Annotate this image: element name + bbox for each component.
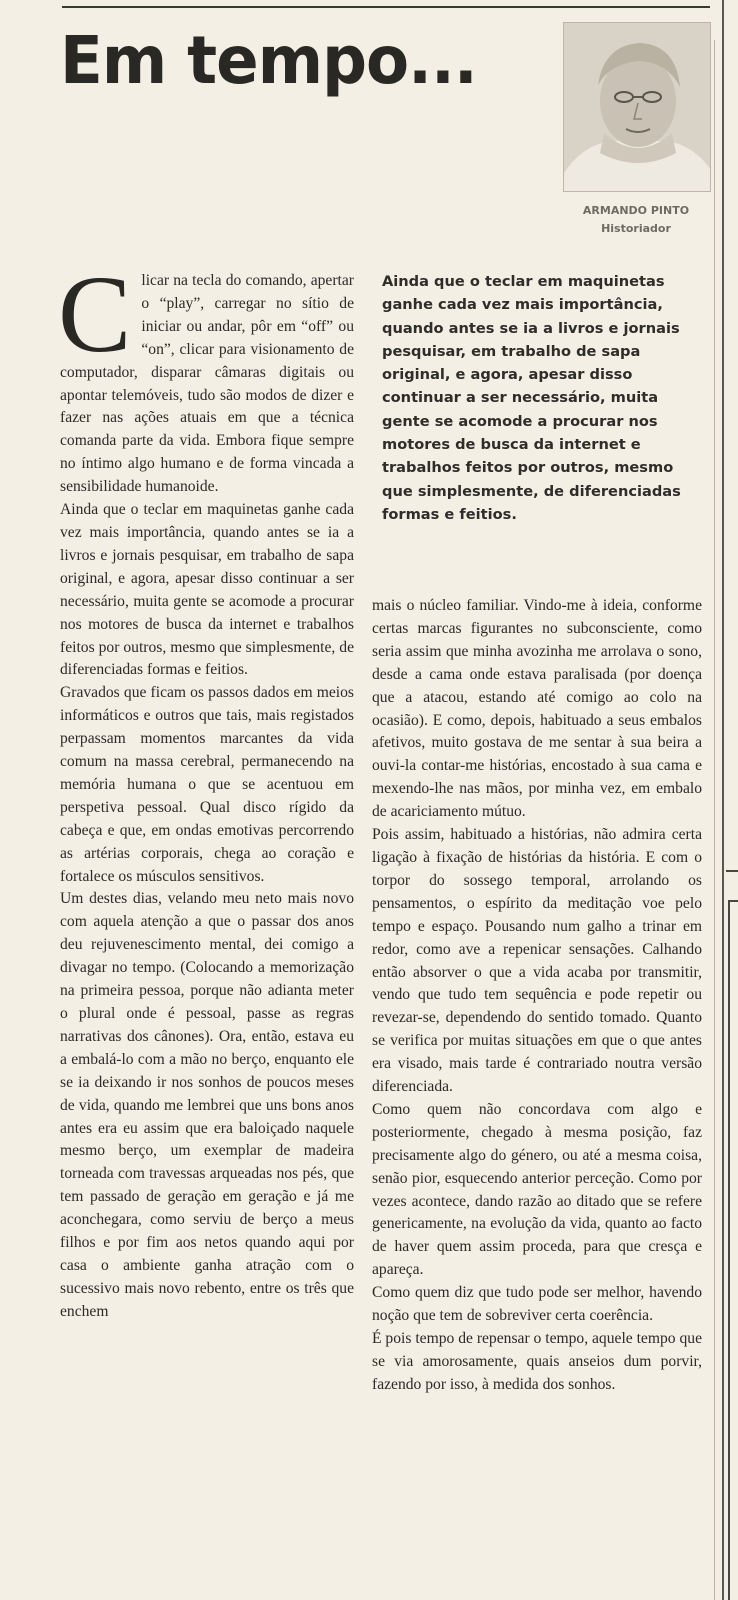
article-paragraph: Gravados que ficam os passos dados em meios informáticos e outros que tais, mais registados perpassam momentos marcantes da vida comum na massa cerebral, permanecendo na memória humana o que se acentuou em perspetiva pessoal. Qual disco rígido da cabeça e que, em ondas emotivas percorrendo as artérias corporais, chega ao coração e fortalece os músculos sensitivos. [60,684,354,885]
adjacent-article-rule [726,870,738,872]
adjacent-article-box [728,900,738,1600]
author-photo [563,22,711,192]
article-paragraph: Um destes dias, velando meu neto mais novo com aquela atenção a que o passar dos anos deu rejuvenescimento mental, dei comigo a divagar no tempo. (Colocando a memorização na primeira pessoa, porque não adianta meter o plural onde é pessoal, passe as regras narrativas dos cânones). Ora, então, estava eu a embalá-lo com a mão no berço, enquanto ele se ia deixando ir nos sonhos de poucos meses de vida, quando me lembrei que uns bons anos antes era eu assim que era baloiçado naquele mesmo berço, um exemplar de madeira torneada com travessas arqueadas nos pés, que tem passado de geração em geração e já me aconchegara, como serviu de berço a meus filhos e por fim aos netos quando aqui por casa o ambiente ganha atração com o sucessivo mais novo rebento, entre os três que enchem [60,890,354,1320]
article-paragraph: Como quem não concordava com algo e posteriormente, chegado à mesma posição, faz precisamente algo do género, ou até a mesma coisa, senão pior, esquecendo anterior perceção. Como por vezes acontece, dando razão ao ditado que se refere genericamente, na evolução da vida, quanto ao facto de haver quem assim proceda, para que cresça e apareça. [372,1100,702,1279]
article-paragraph: Ainda que o teclar em maquinetas ganhe cada vez mais importância, quando antes se ia a livros e jornais pesquisar, em trabalho de sapa original, e agora, apesar disso continuar a ser necessário, muita gente se acomode a procurar nos motores de busca da internet e trabalhos feitos por outros, mesmo que simplesmente, de diferenciadas formas e feitios. [60,501,354,679]
author-role: Historiador [601,222,671,235]
article-body-right-column [372,595,702,1397]
top-rule [62,6,710,8]
drop-cap: C [58,253,132,375]
article-paragraph: mais o núcleo familiar. Vindo-me à ideia, conforme certas marcas figurantes no subconsciente, como seria assim que minha avozinha me arrolava o sono, desde a cama onde estava paralisada (por doença que a atacou, estando até comigo ao colo na ocasião). E como, depois, habituado a seus embalos afetivos, muito gostava de me sentar à sua beira a ouvi-la contar-me histórias, encostado à sua cama e mexendo-lhe nas mãos, por minha vez, em embalo de acariciamento mútuo. [372,597,702,821]
page-edge-border [722,0,724,1600]
article-paragraph: Pois assim, habituado a histórias, não admira certa ligação à fixação de histórias da história. E com o torpor do sossego temporal, arrolando os pensamentos, o espírito da meditação voe pelo tempo e espaço. Pousando num galho a trinar em redor, como ave a repenicar sensações. Calhando então absorver o que a vida acaba por transmitir, vendo que tudo tem sequência e pode repetir ou revezar-se, dependendo do sentido tomado. Quanto se verifica por muitas situações em que o que antes era visado, mais tarde é contrariado noutra versão diferenciada. [372,826,702,1096]
article-paragraph: É pois tempo de repensar o tempo, aquele tempo que se via amorosamente, quais anseios dum porvir, fazendo por isso, à medida dos sonhos. [372,1330,702,1393]
article-body-left-column [58,253,354,1324]
article-paragraph [58,253,354,499]
author-name: ARMANDO PINTO [582,204,690,217]
pull-quote: Ainda que o teclar em maquinetas ganhe cada vez mais importância, quando antes se ia a livros e jornais pesquisar, em trabalho de sapa original, e agora, apesar disso continuar a ser necessário, muita gente se acomode a procurar nos motores de busca da internet e trabalhos feitos por outros, mesmo que simplesmente, de diferenciadas formas e feitios. [382,273,681,523]
article-title: Em tempo... [60,22,477,99]
paragraph-text: licar na tecla do comando, apertar o “play”, carregar no sítio de iniciar ou andar, pôr em “off” ou “on”, clicar para visionamento de computador, disparar câmaras digitais ou apontar telemóveis, tudo são modos de dizer e fazer nas ações atuais em que a técnica comanda parte da vida. Embora fique sempre no íntimo algo humano e de forma vincada a sensibilidade humanoide. [60,272,354,496]
column-divider [714,40,715,1600]
author-portrait-image [564,23,711,192]
article-paragraph: Como quem diz que tudo pode ser melhor, havendo noção que tem de sobreviver certa coerência. [372,1284,702,1325]
